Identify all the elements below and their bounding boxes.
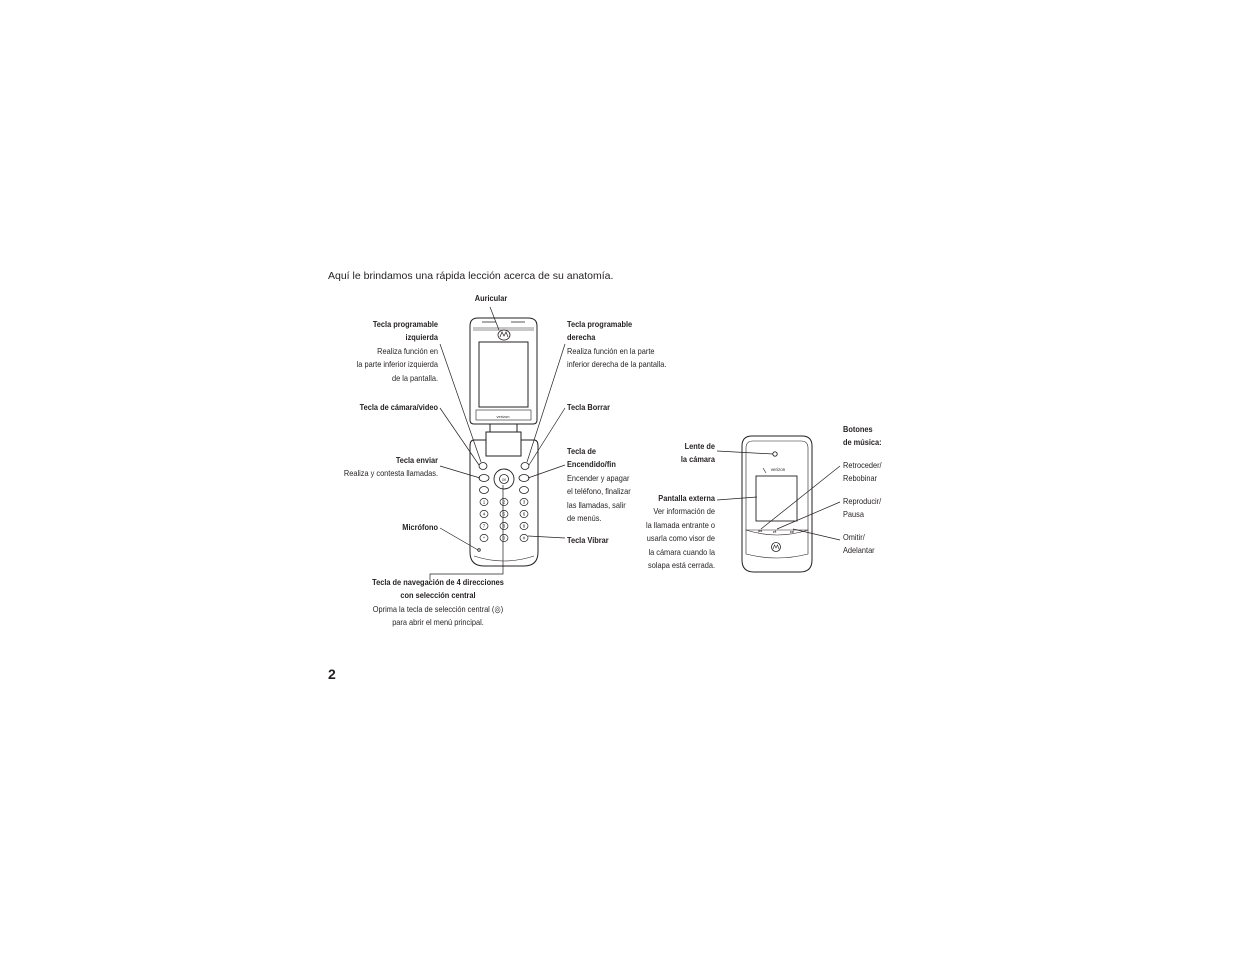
keypad-key-label: 1	[482, 499, 486, 505]
label-music-buttons: Botones de música:	[843, 424, 882, 448]
svg-text:⏭: ⏭	[790, 530, 795, 535]
svg-text:OK: OK	[501, 478, 507, 482]
label-microphone: Micrófono	[402, 522, 438, 532]
svg-text:verizon: verizon	[770, 467, 786, 472]
keypad-key-label: 5	[502, 511, 506, 517]
label-nav-key: Tecla de navegación de 4 direcciones con selección central Oprima la tecla de selección central (◎) para abrir el menú principal.	[372, 577, 504, 628]
label-right-soft-key: Tecla programable derecha Realiza función en la parte inferior derecha de la pantalla.	[567, 319, 667, 370]
intro-text: Aquí le brindamos una rápida lección acerca de su anatomía.	[328, 270, 614, 282]
label-rewind: Retroceder/ Rebobinar	[843, 460, 882, 484]
phone-open-icon	[470, 318, 538, 566]
keypad-key-label: 0	[502, 535, 506, 541]
label-camera-lens: Lente de la cámara	[680, 441, 715, 465]
keypad-key-label: 3	[522, 499, 526, 505]
keypad-key-label: 6	[522, 511, 526, 517]
label-vibrate-key: Tecla Vibrar	[567, 535, 609, 545]
label-earpiece: Auricular	[474, 293, 508, 303]
label-camera-key: Tecla de cámara/video	[359, 402, 438, 412]
keypad	[480, 498, 528, 541]
keypad-key-label: 9	[522, 523, 526, 529]
keypad-key-label: *	[483, 535, 485, 541]
phone-closed-icon	[742, 436, 812, 572]
keypad-key-label: 8	[502, 523, 506, 529]
svg-text:⏯: ⏯	[773, 530, 777, 535]
leader-lines-closed	[717, 451, 840, 540]
motorola-logo-icon	[498, 330, 510, 340]
keypad-key-label: 2	[502, 499, 506, 505]
label-power-key: Tecla de Encendido/fin Encender y apagar el teléfono, finalizar las llamadas, salir de menús.	[567, 446, 631, 524]
label-send-key: Tecla enviar Realiza y contesta llamadas.	[343, 455, 438, 479]
label-play-pause: Reproducir/ Pausa	[843, 496, 882, 520]
label-clear-key: Tecla Borrar	[567, 402, 610, 412]
keypad-key-label: 7	[482, 523, 486, 529]
svg-text:⏮: ⏮	[758, 530, 763, 535]
leader-lines-open	[430, 307, 565, 580]
keypad-key-label: #	[522, 535, 526, 541]
label-external-display: Pantalla externa Ver información de la llamada entrante o usarla como visor de la cámara cuando la solapa está cerrada.	[645, 493, 715, 571]
keypad-key-label: 4	[482, 511, 486, 517]
page-number: 2	[328, 666, 336, 682]
label-skip: Omitir/ Adelantar	[843, 532, 875, 556]
label-left-soft-key: Tecla programable izquierda Realiza función en la parte inferior izquierda de la pantalla.	[356, 319, 438, 383]
svg-text:verizon: verizon	[496, 414, 510, 419]
